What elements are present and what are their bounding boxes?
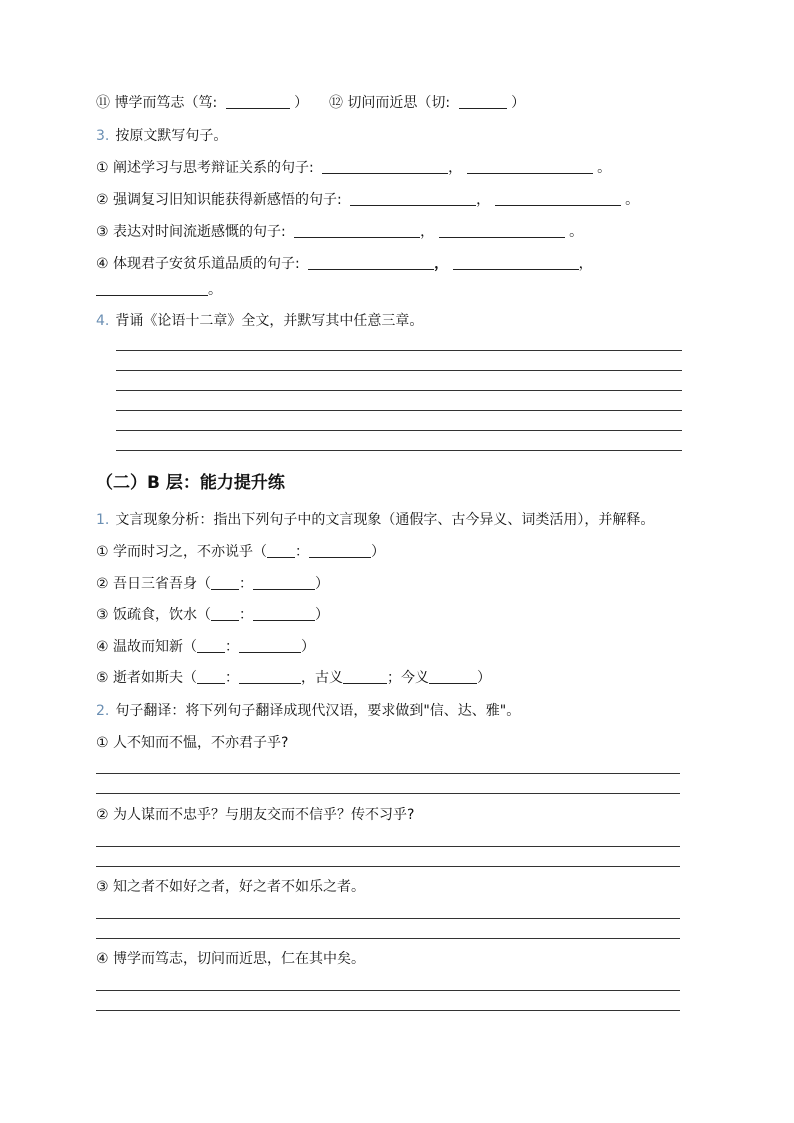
b-q1-item-5-modern-label: ；今义 xyxy=(387,670,430,686)
q3-item-4-blank-a[interactable] xyxy=(308,255,434,270)
section-b-title: （二）B 层：能力提升练 xyxy=(96,473,285,493)
q3-item-2-label: ② 强调复习旧知识能获得新感悟的句子: xyxy=(96,192,342,208)
b-q1-title: 文言现象分析：指出下列句子中的文言现象（通假字、古今异义、词类活用），并解释。 xyxy=(115,512,655,528)
q4-answer-line[interactable] xyxy=(116,390,682,391)
q4-answer-line[interactable] xyxy=(116,370,682,371)
b-q1-item-4-explain-blank[interactable] xyxy=(239,638,301,653)
q3-item-1-blank-a[interactable] xyxy=(322,159,448,174)
b-q1-item-5-close: ） xyxy=(477,670,492,686)
b-q1-item-3-explain-blank[interactable] xyxy=(253,606,315,621)
b-q1-item-5-colon: ： xyxy=(225,670,240,686)
b-q1-item-3-close: ） xyxy=(315,607,330,623)
b-q2-item-4-answer-line[interactable] xyxy=(96,990,680,991)
q3-item-2-blank-b[interactable] xyxy=(495,191,621,206)
q4-answer-line[interactable] xyxy=(116,410,682,411)
b-q2-number: 2. xyxy=(96,703,110,719)
q4-title: 背诵《论语十二章》全文，并默写其中任意三章。 xyxy=(115,313,424,329)
b-q1-item-1-explain-blank[interactable] xyxy=(309,543,371,558)
b-q2-item-3-answer-line[interactable] xyxy=(96,918,680,919)
q3-item-3-label: ③ 表达对时间流逝感慨的句子: xyxy=(96,224,286,240)
item-11-label: ⑪ 博学而笃志（笃: xyxy=(96,95,218,111)
b-q2-item-1-answer-line[interactable] xyxy=(96,773,680,774)
q3-item-3-end: 。 xyxy=(569,224,584,240)
b-q1-item-5-modern-blank[interactable] xyxy=(429,669,477,684)
q4-answer-line[interactable] xyxy=(116,450,682,451)
b-q1-item-1-type-blank[interactable] xyxy=(267,543,295,558)
b-q1-item-5-type-blank[interactable] xyxy=(197,669,225,684)
q3-item-3 xyxy=(96,222,583,242)
b-q1-item-5-ancient-blank[interactable] xyxy=(343,669,387,684)
q3-item-2-end: 。 xyxy=(625,192,640,208)
q3-item-3-blank-a[interactable] xyxy=(294,223,420,238)
q3-item-4-blank-c[interactable] xyxy=(96,281,208,296)
q4-answer-line[interactable] xyxy=(116,350,682,351)
q3-item-1-end: 。 xyxy=(597,160,612,176)
q3-item-4 xyxy=(96,254,593,274)
q3-item-1-label: ① 阐述学习与思考辩证关系的句子: xyxy=(96,160,314,176)
item-12-close: ） xyxy=(511,95,526,111)
b-q2-item-1-answer-line[interactable] xyxy=(96,793,680,794)
b-q1-item-5-text: ⑤ 逝者如斯夫（ xyxy=(96,670,198,686)
q3-item-3-blank-b[interactable] xyxy=(439,223,565,238)
b-q2-item-2-answer-line[interactable] xyxy=(96,846,680,847)
q3-item-2-sep: ， xyxy=(476,192,491,208)
b-q1-item-1-close: ） xyxy=(371,544,386,560)
b-q2-item-3-answer-line[interactable] xyxy=(96,938,680,939)
q4-heading xyxy=(96,311,423,331)
item-12-label: ⑫ 切问而近思（切: xyxy=(328,95,451,111)
q3-heading xyxy=(96,126,227,146)
q3-item-4-end: 。 xyxy=(208,282,222,298)
q3-item-4-sep-1: ， xyxy=(434,256,449,272)
q3-item-4-sep-2: ， xyxy=(578,256,593,272)
q3-item-1 xyxy=(96,158,611,178)
item-11-12-row xyxy=(96,93,525,113)
b-q1-item-4 xyxy=(96,637,315,657)
b-q1-item-1 xyxy=(96,542,385,562)
b-q1-item-5-ancient-label: ，古义 xyxy=(301,670,344,686)
b-q1-item-4-close: ） xyxy=(301,639,316,655)
item-11-answer-blank[interactable] xyxy=(226,94,290,109)
q4-number: 4. xyxy=(96,313,110,329)
b-q1-item-4-type-blank[interactable] xyxy=(197,638,225,653)
b-q2-item-2: ② 为人谋而不忠乎？与朋友交而不信乎？传不习乎? xyxy=(96,807,415,823)
b-q1-item-5-explain-blank[interactable] xyxy=(239,669,301,684)
b-q1-item-2 xyxy=(96,574,329,594)
b-q2-heading xyxy=(96,701,520,721)
b-q1-item-2-colon: ： xyxy=(239,576,254,592)
b-q1-item-1-text: ① 学而时习之，不亦说乎（ xyxy=(96,544,268,560)
q3-item-4-label: ④ 体现君子安贫乐道品质的句子: xyxy=(96,256,300,272)
b-q2-item-1: ① 人不知而不愠，不亦君子乎? xyxy=(96,735,289,751)
b-q1-item-5 xyxy=(96,668,491,688)
q3-number: 3. xyxy=(96,128,110,144)
b-q2-item-4: ④ 博学而笃志，切问而近思，仁在其中矣。 xyxy=(96,951,365,967)
b-q1-item-4-text: ④ 温故而知新（ xyxy=(96,639,198,655)
b-q1-item-3-text: ③ 饭疏食，饮水（ xyxy=(96,607,212,623)
b-q1-item-3 xyxy=(96,605,329,625)
q3-item-4-cont xyxy=(96,280,222,300)
b-q2-title: 句子翻译：将下列句子翻译成现代汉语，要求做到"信、达、雅"。 xyxy=(115,703,521,719)
b-q1-item-1-colon: ： xyxy=(295,544,310,560)
b-q1-item-2-close: ） xyxy=(315,576,330,592)
q3-item-2 xyxy=(96,190,639,210)
b-q1-item-3-type-blank[interactable] xyxy=(211,606,239,621)
b-q1-heading xyxy=(96,510,654,530)
b-q2-item-2-answer-line[interactable] xyxy=(96,866,680,867)
q3-item-1-blank-b[interactable] xyxy=(467,159,593,174)
b-q1-item-2-explain-blank[interactable] xyxy=(253,575,315,590)
b-q1-item-4-colon: ： xyxy=(225,639,240,655)
q3-item-2-blank-a[interactable] xyxy=(350,191,476,206)
q4-answer-line[interactable] xyxy=(116,430,682,431)
b-q1-item-3-colon: ： xyxy=(239,607,254,623)
item-12-answer-blank[interactable] xyxy=(459,94,507,109)
q3-title: 按原文默写句子。 xyxy=(115,128,228,144)
b-q1-number: 1. xyxy=(96,512,110,528)
b-q2-item-3: ③ 知之者不如好之者，好之者不如乐之者。 xyxy=(96,879,365,895)
b-q1-item-2-text: ② 吾日三省吾身（ xyxy=(96,576,212,592)
q3-item-1-sep: ， xyxy=(448,160,463,176)
item-11-close: ） xyxy=(294,95,309,111)
b-q2-item-4-answer-line[interactable] xyxy=(96,1010,680,1011)
q3-item-3-sep: ， xyxy=(420,224,435,240)
b-q1-item-2-type-blank[interactable] xyxy=(211,575,239,590)
q3-item-4-blank-b[interactable] xyxy=(453,255,579,270)
